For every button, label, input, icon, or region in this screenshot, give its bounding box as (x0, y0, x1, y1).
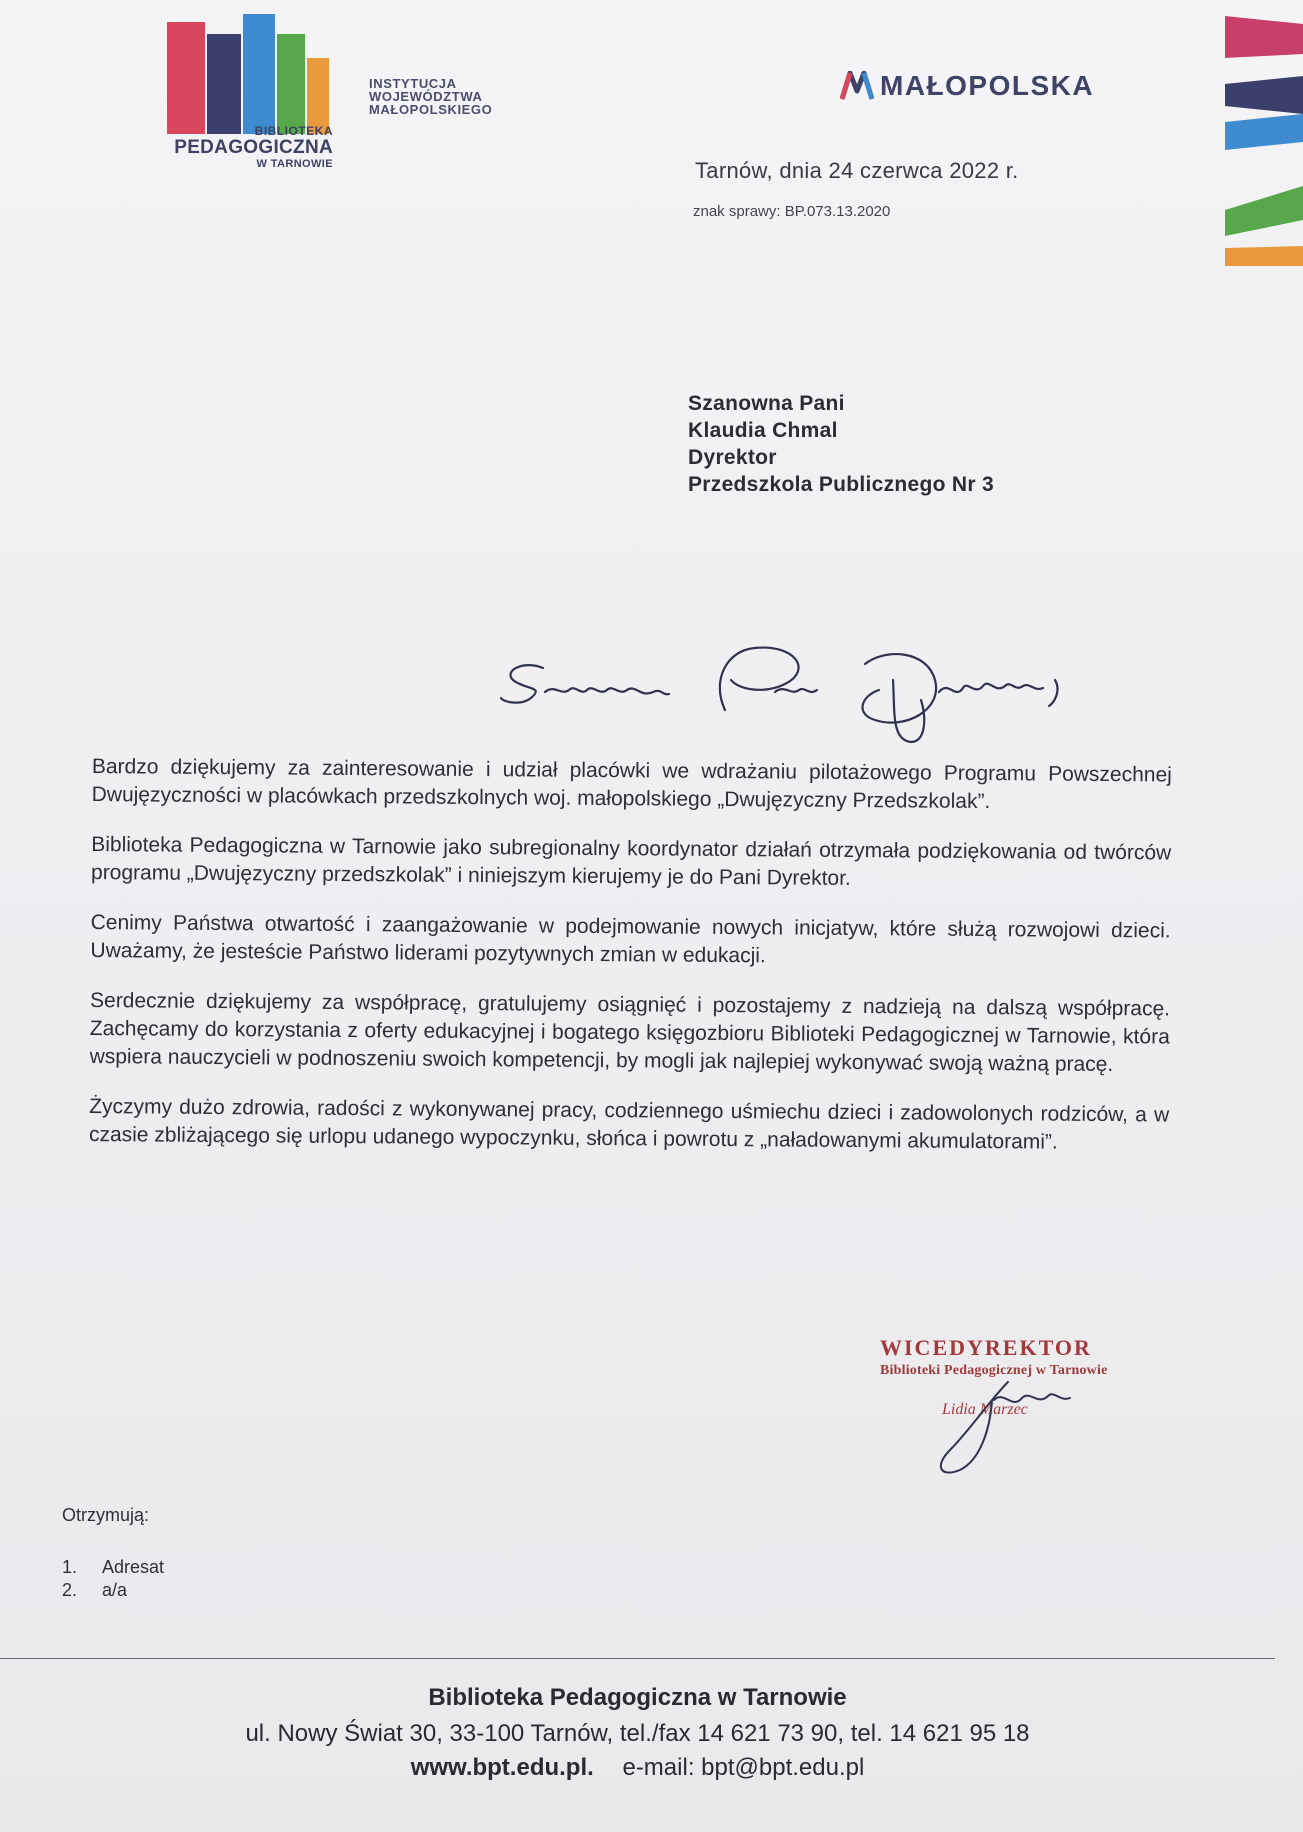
stamp-name: Lidia Marzec (942, 1401, 1028, 1418)
receivers-list (62, 1556, 164, 1602)
recipient-block (688, 390, 994, 498)
malopolska-mark-icon (840, 71, 874, 101)
decorative-color-stripes (1223, 14, 1303, 274)
recipient-title: Dyrektor (688, 446, 777, 469)
footer-org-name: Biblioteka Pedagogiczna w Tarnowie (428, 1684, 847, 1711)
body-paragraph-3: Cenimy Państwa otwartość i zaangażowanie w podejmowanie nowych inicjatyw, które służą rozwojowi dzieci. Uważamy, że jesteście Państwo liderami pozytywnych zmian w edukacji. (90, 910, 1171, 968)
letter-body (89, 753, 1172, 1179)
footer-email-link[interactable]: e-mail: bpt@bpt.edu.pl (622, 1754, 865, 1781)
list-item (62, 1579, 164, 1602)
logo-line-1: BIBLIOTEKA (254, 124, 333, 138)
list-item-text: Adresat (102, 1557, 165, 1577)
malopolska-logo (840, 70, 1094, 102)
footer-divider (0, 1658, 1275, 1659)
footer-website-link[interactable]: www.bpt.edu.pl. (410, 1754, 594, 1781)
list-item-text: a/a (102, 1580, 128, 1600)
body-paragraph-5: Życzymy dużo zdrowia, radości z wykonywanej pracy, codziennego uśmiechu dzieci i zadowolonych rodziców, a w czasie zbliżającego się urlopu udanego wypoczynku, słońca i powrotu z „naładowanymi akumulatorami”. (88, 1094, 1170, 1154)
letter-footer (0, 1684, 1275, 1782)
footer-address: ul. Nowy Świat 30, 33-100 Tarnów, tel./fax 14 621 73 90, tel. 14 621 95 18 (245, 1720, 1030, 1747)
recipient-name: Klaudia Chmal (688, 419, 838, 442)
receivers-heading: Otrzymują: (62, 1505, 150, 1525)
malopolska-text: MAŁOPOLSKA (880, 70, 1095, 101)
case-reference: znak sprawy: BP.073.13.2020 (693, 203, 891, 220)
list-item-number: 2. (62, 1580, 78, 1600)
institution-line-2: WOJEWÓDZTWA (369, 89, 483, 104)
receivers-section (62, 1505, 164, 1602)
institution-line-1: INSTYTUCJA (369, 76, 457, 91)
body-paragraph-4: Serdecznie dziękujemy za współpracę, gratulujemy osiągnięć i pozostajemy z nadzieją na dalszą współpracę. Zachęcamy do korzystania z oferty edukacyjnej i bogatego księgozbioru Biblioteki Pedagogicznej w Tarnowie, która wspiera nauczycieli w podnoszeniu swoich kompetencji, by mogli jak najlepiej wykonywać swoją ważną pracę. (89, 988, 1171, 1077)
handwritten-signature (920, 1370, 1120, 1480)
institution-label (369, 77, 492, 116)
list-item (62, 1556, 164, 1579)
footer-contact (0, 1754, 1275, 1782)
list-item-number: 1. (62, 1557, 78, 1577)
logo-line-3: W TARNOWIE (256, 158, 333, 170)
body-paragraph-2: Biblioteka Pedagogiczna w Tarnowie jako subregionalny koordynator działań otrzymała podziękowania od twórców programu „Dwujęzyczny przedszkolak” i niniejszym kierujemy je do Pani Dyrektor. (90, 832, 1172, 890)
letter-date: Tarnów, dnia 24 czerwca 2022 r. (695, 158, 1019, 183)
stamp-title: WICEDYREKTOR (880, 1335, 1092, 1360)
recipient-salutation: Szanowna Pani (688, 392, 845, 415)
institution-line-3: MAŁOPOLSKIEGO (369, 102, 493, 117)
library-logo-wordmark (163, 124, 333, 170)
stamp-subtitle: Biblioteki Pedagogicznej w Tarnowie (880, 1363, 1108, 1378)
library-books-logo (165, 14, 330, 136)
logo-line-2: PEDAGOGICZNA (174, 137, 333, 158)
body-paragraph-1: Bardzo dziękujemy za zainteresowanie i udział placówki we wdrażaniu pilotażowego Programu Powszechnej Dwujęzyczności w placówkach przedszkolnych woj. małopolskiego „Dwujęzyczny Przedszkolak”. (91, 754, 1172, 814)
handwritten-salutation (495, 640, 1075, 760)
recipient-institution: Przedszkola Publicznego Nr 3 (688, 473, 994, 496)
